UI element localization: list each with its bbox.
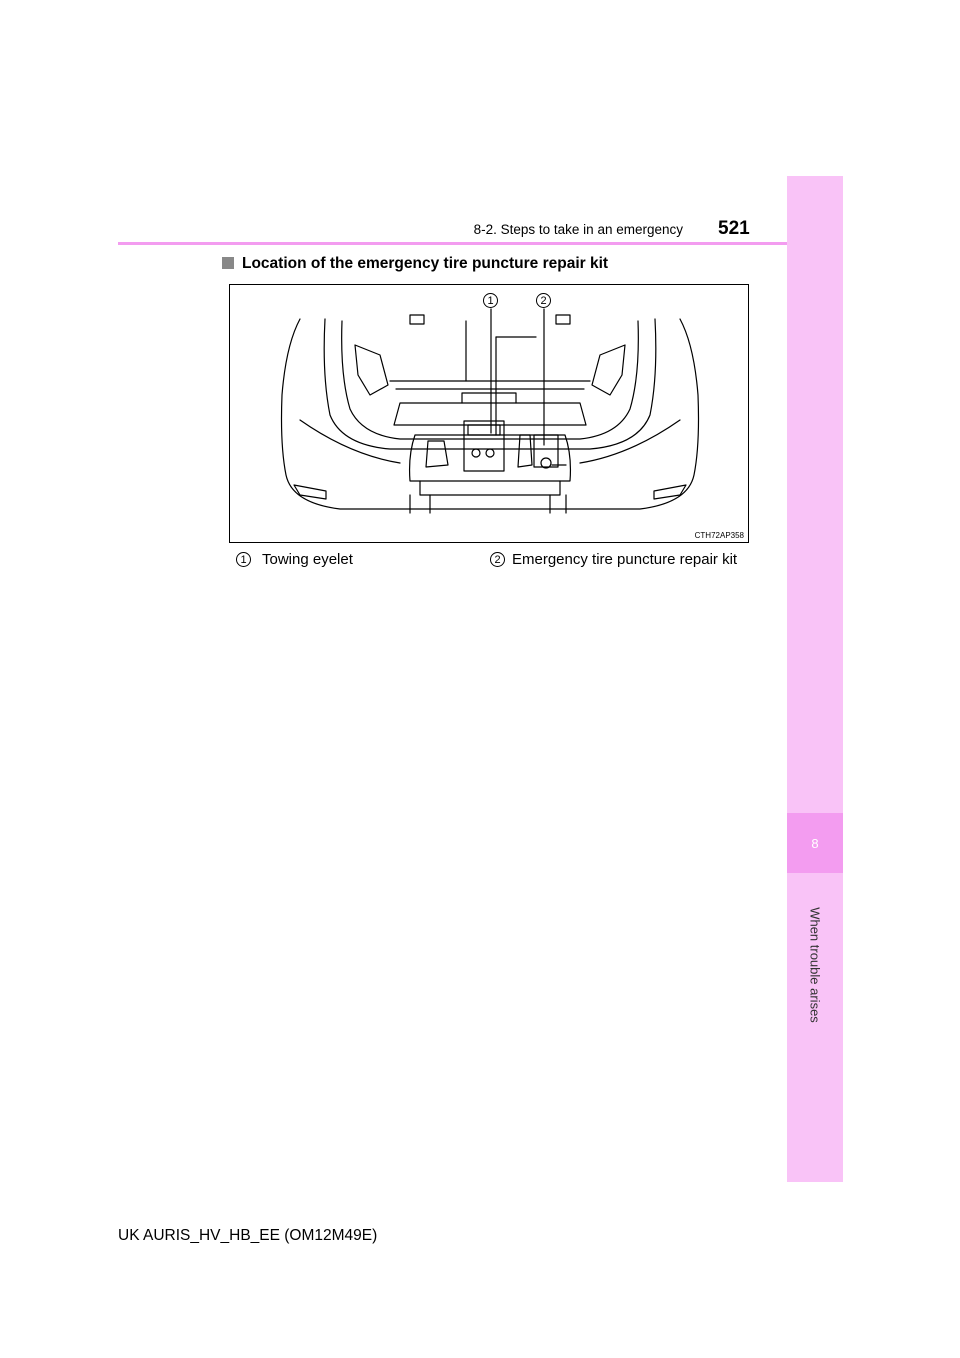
chapter-title: When trouble arises — [807, 907, 823, 1023]
caption-1-text: Towing eyelet — [262, 551, 353, 568]
caption-1-number: 1 — [236, 552, 251, 567]
section-heading — [222, 255, 608, 273]
page-number: 521 — [718, 218, 750, 239]
trunk-illustration — [229, 284, 749, 543]
section-heading-text: Location of the emergency tire puncture repair kit — [242, 255, 609, 272]
trunk-line-drawing — [230, 285, 750, 544]
footer-model-code: UK AURIS_HV_HB_EE (OM12M49E) — [118, 1227, 378, 1244]
callout-1: 1 — [483, 293, 498, 308]
chapter-side-tab — [787, 176, 843, 1182]
caption-2-text: Emergency tire puncture repair kit — [512, 551, 738, 568]
callout-2: 2 — [536, 293, 551, 308]
section-title: 8-2. Steps to take in an emergency — [473, 222, 683, 237]
figure-code: CTH72AP358 — [694, 531, 744, 540]
header-rule — [118, 242, 787, 245]
caption-2-number: 2 — [490, 552, 505, 567]
chapter-number: 8 — [811, 835, 819, 851]
square-bullet-icon — [222, 257, 234, 269]
